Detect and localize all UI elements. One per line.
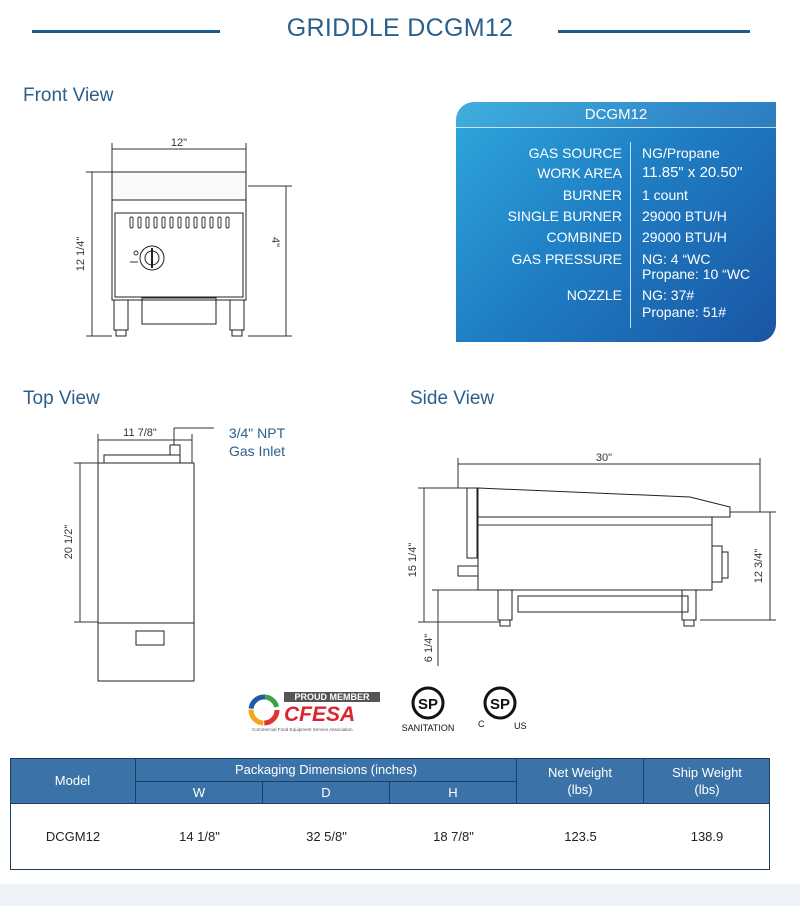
bottom-strip — [0, 884, 800, 906]
side-total-height-label: 15 1/4" — [407, 542, 419, 578]
th-ship-weight-unit: (lbs) — [694, 782, 720, 797]
spec-value-gas-pressure-ng: NG: 4 “WC — [642, 251, 711, 267]
cfesa-subtitle: Commercial Food Equipment Service Association — [252, 727, 353, 732]
spec-label-gas-pressure: GAS PRESSURE — [511, 251, 622, 267]
front-leg-label: 4" — [269, 236, 281, 248]
table-frame — [10, 758, 770, 870]
td-ship-weight: 138.9 — [690, 829, 724, 844]
top-view-heading: Top View — [23, 388, 100, 409]
side-leg-height-label: 6 1/4" — [423, 633, 435, 663]
th-w: W — [136, 782, 263, 804]
spec-value-gas-pressure-propane: Propane: 10 “WC — [642, 266, 751, 282]
front-height-label: 12 1/4" — [75, 236, 87, 272]
th-net-weight-unit: (lbs) — [567, 782, 593, 797]
th-net-weight-label: Net Weight — [547, 765, 613, 780]
front-view-heading: Front View — [23, 85, 114, 106]
td-w: 14 1/8" — [179, 829, 220, 844]
spec-value-burner: 1 count — [642, 187, 688, 203]
front-width-label: 12" — [170, 137, 188, 149]
spec-value-nozzle-ng: NG: 37# — [642, 287, 695, 303]
csa-sanitation-label: SANITATION — [401, 723, 455, 733]
top-width-label: 11 7/8" — [123, 427, 157, 439]
th-ship-weight-label: Ship Weight — [672, 765, 742, 780]
th-h: H — [390, 782, 517, 804]
gas-inlet-label: Gas Inlet — [228, 443, 286, 459]
csa-mark: SP — [417, 696, 439, 713]
cfesa-logo — [248, 688, 388, 734]
page-title: GRIDDLE DCGM12 — [286, 14, 514, 42]
spec-value-single-burner: 29000 BTU/H — [642, 208, 727, 224]
spec-value-nozzle-propane: Propane: 51# — [642, 304, 727, 320]
spec-label-gas-source: GAS SOURCE — [528, 145, 622, 161]
csa-sanitation-logo — [398, 684, 458, 734]
spec-label-single-burner: SINGLE BURNER — [507, 208, 622, 224]
packaging-table — [10, 758, 770, 870]
td-net-weight: 123.5 — [564, 829, 597, 844]
spec-label-combined: COMBINED — [546, 229, 622, 245]
th-model: Model — [10, 758, 136, 804]
side-depth-label: 30" — [595, 452, 613, 464]
cfesa-wordmark: CFESA — [284, 703, 356, 726]
spec-card-divider — [630, 142, 631, 328]
td-model: DCGM12 — [45, 829, 101, 844]
th-packaging: Packaging Dimensions (inches) — [136, 758, 517, 782]
csa-cus-logo — [472, 684, 532, 734]
cfesa-proud-member: PROUD MEMBER — [294, 692, 370, 702]
spec-label-nozzle: NOZZLE — [566, 287, 622, 303]
csa-us-label: US — [514, 721, 527, 731]
spec-label-burner: BURNER — [562, 187, 622, 203]
spec-card-title: DCGM12 — [456, 102, 776, 128]
th-d: D — [263, 782, 390, 804]
td-d: 32 5/8" — [306, 829, 347, 844]
spec-value-work-area: 11.85" x 20.50" — [642, 164, 743, 181]
spec-card — [456, 102, 776, 342]
csa-cus-mark: SP — [489, 696, 511, 713]
spec-value-combined: 29000 BTU/H — [642, 229, 727, 245]
side-view-heading: Side View — [410, 388, 495, 409]
gas-inlet-size: 3/4" NPT — [228, 425, 286, 441]
td-h: 18 7/8" — [433, 829, 474, 844]
spec-label-work-area: WORK AREA — [537, 165, 622, 181]
side-front-height-label: 12 3/4" — [753, 548, 765, 584]
spec-value-gas-source: NG/Propane — [642, 145, 720, 161]
csa-c-label: C — [478, 719, 485, 729]
top-depth-label: 20 1/2" — [63, 524, 75, 560]
